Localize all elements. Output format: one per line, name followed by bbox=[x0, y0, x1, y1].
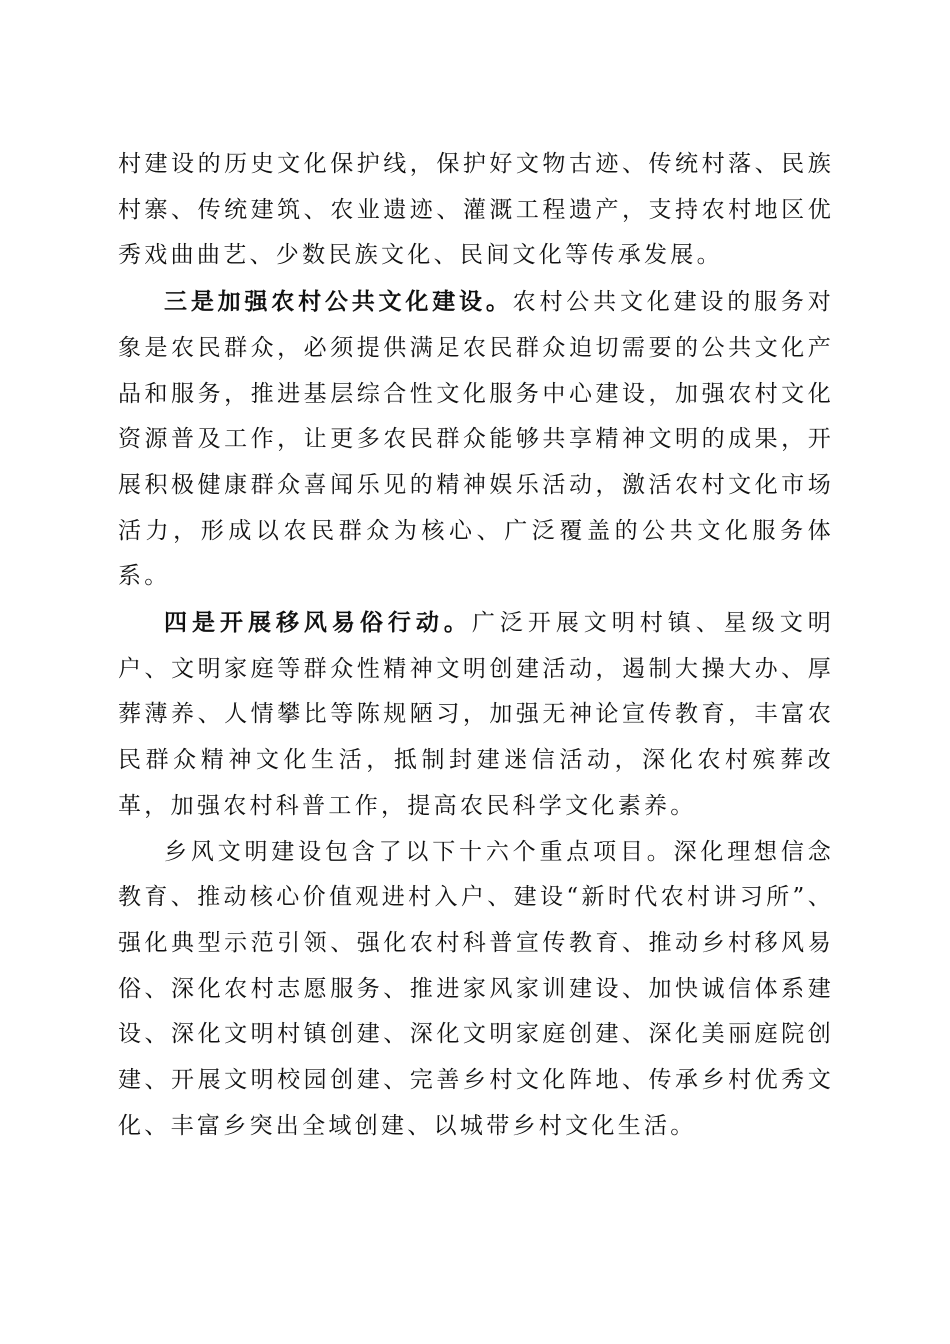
paragraph-text: 农村公共文化建设的服务对象是农民群众，必须提供满足农民群众迫切需要的公共文化产品和服务，推进基层综合性文化服务中心建设，加强农村文化资源普及工作，让更多农民群众能够共享精神文明的成果，开展积极健康群众喜闻乐见的精神娱乐活动，激活农村文化市场活力，形成以农民群众为核心、广泛覆盖的公共文化服务体系。 bbox=[118, 289, 834, 590]
paragraph-key-projects bbox=[118, 830, 834, 1150]
paragraph-text: 乡风文明建设包含了以下十六个重点项目。深化理想信念教育、推动核心价值观进村入户、建设“新时代农村讲习所”、强化典型示范引领、强化农村科普宣传教育、推动乡村移风易俗、深化农村志愿服务、推进家风家训建设、加快诚信体系建设、深化文明村镇创建、深化文明家庭创建、深化美丽庭院创建、开展文明校园创建、完善乡村文化阵地、传承乡村优秀文化、丰富乡突出全域创建、以城带乡村文化生活。 bbox=[118, 838, 834, 1139]
paragraph-text: 村建设的历史文化保护线，保护好文物古迹、传统村落、民族村寨、传统建筑、农业遗迹、灌溉工程遗产，支持农村地区优秀戏曲曲艺、少数民族文化、民间文化等传承发展。 bbox=[118, 151, 834, 269]
paragraph-heritage-protection bbox=[118, 142, 834, 279]
paragraph-lead-heading: 三是加强农村公共文化建设。 bbox=[164, 288, 513, 316]
paragraph-lead-heading: 四是开展移风易俗行动。 bbox=[164, 609, 472, 637]
paragraph-public-culture bbox=[118, 279, 834, 600]
paragraph-customs-reform bbox=[118, 600, 834, 830]
paragraph-text: 广泛开展文明村镇、星级文明户、文明家庭等群众性精神文明创建活动，遏制大操大办、厚葬薄养、人情攀比等陈规陋习，加强无神论宣传教育，丰富农民群众精神文化生活，抵制封建迷信活动，深化农村殡葬改革，加强农村科普工作，提高农民科学文化素养。 bbox=[118, 610, 834, 819]
document-body bbox=[118, 142, 834, 1149]
